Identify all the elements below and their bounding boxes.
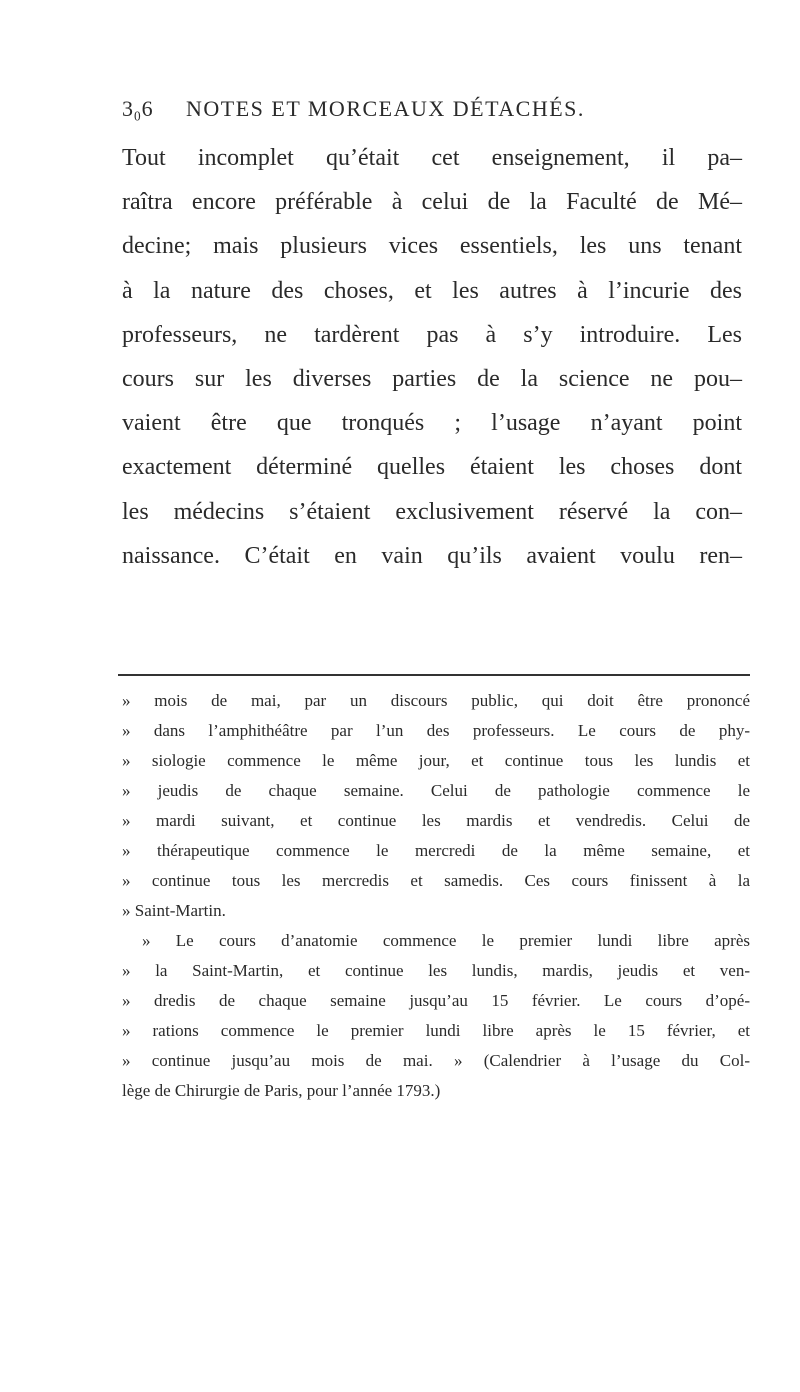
- text-line: vaient être que tronqués ; l’usage n’ayant point: [122, 410, 742, 437]
- footnote-line: » mois de mai, par un discours public, qui doit être prononcé: [122, 691, 750, 710]
- footnote-line: » Saint-Martin.: [122, 901, 226, 920]
- footnote-line: » jeudis de chaque semaine. Celui de pathologie commence le: [122, 781, 750, 800]
- page-header: [122, 96, 742, 124]
- footnote-line: » thérapeutique commence le mercredi de la même semaine, et: [122, 841, 750, 860]
- footnote-line: lège de Chirurgie de Paris, pour l’année 1793.): [122, 1081, 441, 1100]
- running-title: NOTES ET MORCEAUX DÉTACHÉS.: [186, 96, 585, 121]
- main-text: [122, 136, 742, 578]
- text-line: professeurs, ne tardèrent pas à s’y introduire. Les: [122, 321, 742, 348]
- text-line: naissance. C’était en vain qu’ils avaient voulu ren–: [122, 542, 742, 569]
- footnote-line: » rations commence le premier lundi libre après le 15 février, et: [122, 1021, 750, 1040]
- footnote-line: » la Saint-Martin, et continue les lundis, mardis, jeudis et ven-: [122, 961, 750, 980]
- page-number: 3₀6: [122, 96, 154, 121]
- footnote-line: » dredis de chaque semaine jusqu’au 15 février. Le cours d’opé-: [122, 991, 750, 1010]
- footnote-line: » continue jusqu’au mois de mai. » (Calendrier à l’usage du Col-: [122, 1051, 750, 1070]
- footnote-line: » dans l’amphithéâtre par l’un des professeurs. Le cours de phy-: [122, 721, 750, 740]
- text-line: Tout incomplet qu’était cet enseignement, il pa–: [122, 145, 742, 171]
- footnote-line: » mardi suivant, et continue les mardis et vendredis. Celui de: [122, 811, 750, 830]
- text-line: les médecins s’étaient exclusivement réservé la con–: [122, 498, 742, 525]
- text-line: raîtra encore préférable à celui de la Faculté de Mé–: [122, 189, 742, 216]
- text-line: decine; mais plusieurs vices essentiels, les uns tenant: [122, 233, 742, 260]
- footnote: [122, 686, 750, 1106]
- text-line: à la nature des choses, et les autres à l’incurie des: [122, 277, 742, 304]
- footnote-line: » continue tous les mercredis et samedis. Ces cours finissent à la: [122, 871, 750, 890]
- footnote-line: » Le cours d’anatomie commence le premier lundi libre après: [142, 931, 750, 950]
- text-line: cours sur les diverses parties de la science ne pou–: [122, 365, 742, 392]
- footnote-separator: [118, 674, 750, 676]
- footnote-line: » siologie commence le même jour, et continue tous les lundis et: [122, 751, 750, 770]
- text-line: exactement déterminé quelles étaient les choses dont: [122, 454, 742, 481]
